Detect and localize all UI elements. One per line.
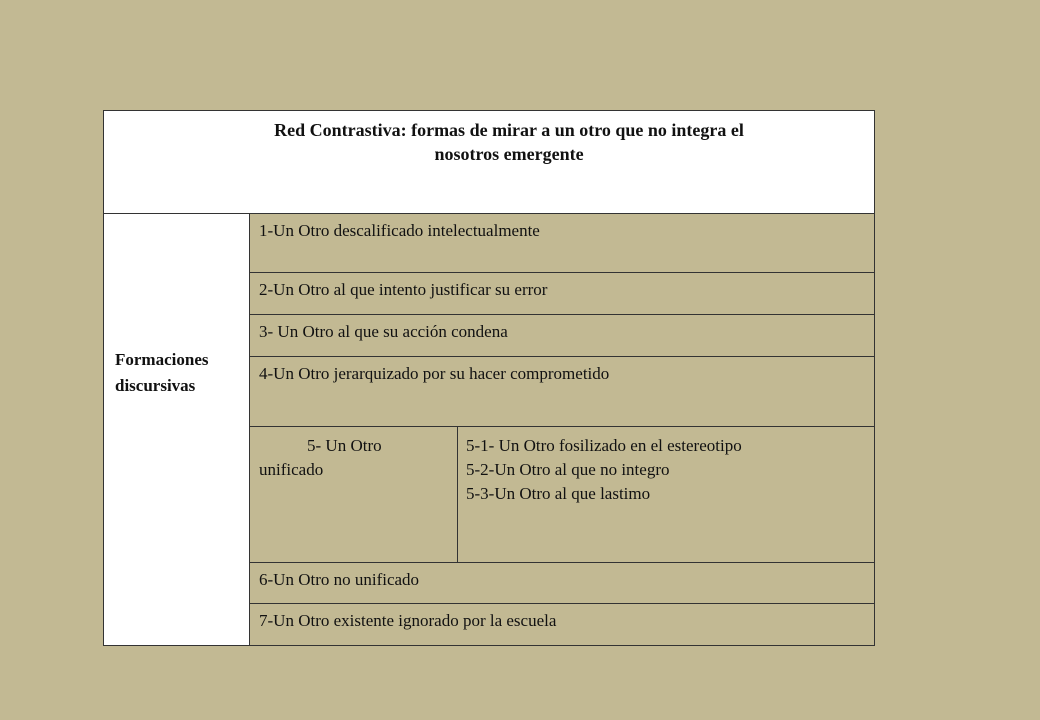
table-row-2: [250, 273, 874, 315]
table-title-line-1: Red Contrastiva: formas de mirar a un otro que no integra el: [274, 120, 744, 140]
sub-item-5-2: 5-2-Un Otro al que no integro: [466, 460, 670, 479]
row-3-text: 3- Un Otro al que su acción condena: [259, 322, 508, 341]
row-5-left-cell: [250, 427, 458, 562]
row-header-label: [115, 347, 245, 399]
table-row-1: [250, 214, 874, 273]
table-title: [214, 118, 804, 166]
row-header-line-2: discursivas: [115, 376, 196, 395]
row-1-text: 1-Un Otro descalificado intelectualmente: [259, 221, 540, 240]
row-2-text: 2-Un Otro al que intento justificar su error: [259, 280, 548, 299]
table-row-6: [250, 563, 874, 604]
row-5-left-text: 5- Un Otro unificado: [259, 436, 382, 479]
contrastive-network-table: [103, 110, 875, 646]
table-row-7: [250, 604, 874, 645]
table-row-5: [250, 427, 874, 563]
row-7-text: 7-Un Otro existente ignorado por la escuela: [259, 611, 557, 630]
row-4-text: 4-Un Otro jerarquizado por su hacer comprometido: [259, 364, 610, 383]
row-header-cell: [104, 214, 250, 645]
row-6-text: 6-Un Otro no unificado: [259, 570, 420, 589]
table-title-line-2: nosotros emergente: [434, 144, 584, 164]
row-5-right-cell: [458, 427, 874, 562]
table-row-4: [250, 357, 874, 427]
row-header-line-1: Formaciones: [115, 350, 209, 369]
table-row-3: [250, 315, 874, 357]
sub-item-5-3: 5-3-Un Otro al que lastimo: [466, 484, 651, 503]
table-header-cell: [104, 111, 874, 214]
sub-item-5-1: 5-1- Un Otro fosilizado en el estereotipo: [466, 436, 742, 455]
